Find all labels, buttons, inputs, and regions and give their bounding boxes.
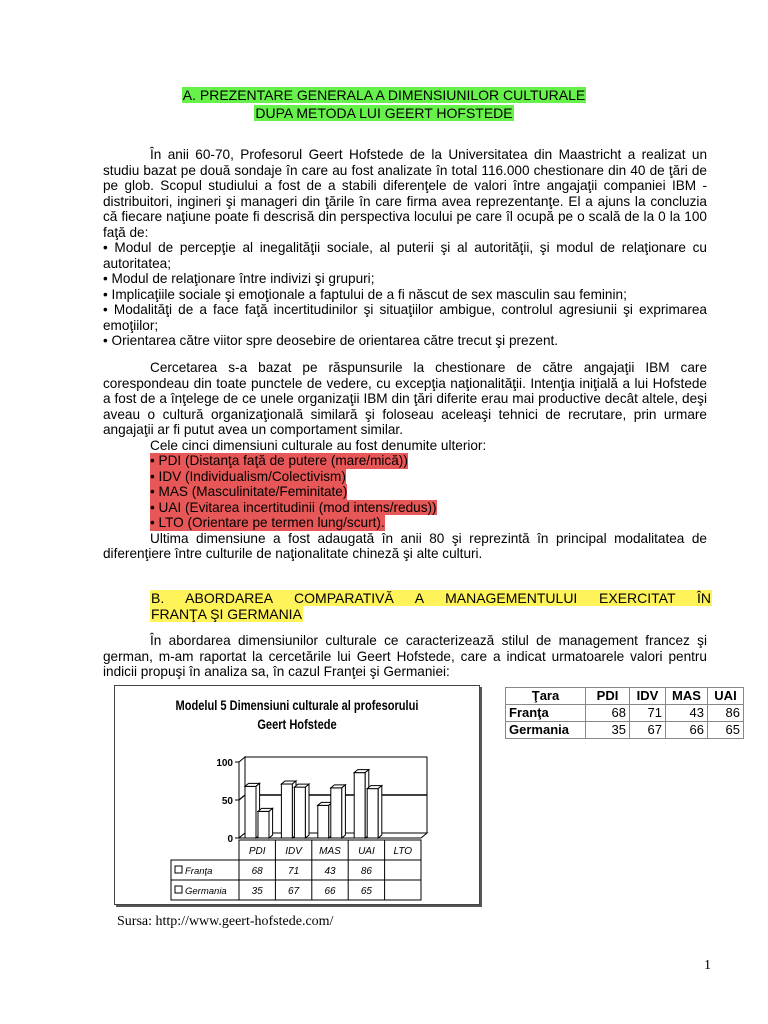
category-label: IDV <box>285 846 302 857</box>
dimension-item: • LTO (Orientare pe termen lung/scurt). <box>150 515 385 530</box>
page-number: 1 <box>704 958 711 973</box>
intro-paragraph: În anii 60-70, Profesorul Geert Hofstede de la Universitatea din Maastricht a realizat un studiu bazat pe două sondaje în care au fost analizate în total 116.000 chestionare din 40 de ţări de pe glob. Scopul studiului a fost de a stabili diferenţele de valori între angajaţii companiei IBM - distribuitori, ingineri şi manageri din ţările în care firma avea reprezentanţe. El a ajuns la concluzia că fiecare naţiune poate fi descrisă din perspectiva locului pe care îl ocupă pe o scală de la 0 la 100 faţă de: <box>103 147 707 240</box>
research-block <box>103 360 707 562</box>
intro-bullet: • Modalităţi de a face faţă incertitudinilor şi situaţiilor ambigue, controlul agresiunii şi exprimarea emoţiilor; <box>103 302 707 333</box>
dimension-item: • PDI (Distanţa faţă de putere (mare/mică)) <box>150 453 408 468</box>
table-cell: 66 <box>666 722 708 739</box>
section-b-block <box>103 633 707 680</box>
data-label: 68 <box>251 866 263 877</box>
bar-side <box>269 808 273 838</box>
intro-bullet: • Modul de relaţionare între indivizi şi grupuri; <box>103 271 375 286</box>
y-tick-label: 100 <box>216 758 233 769</box>
section-b-title-line1-wrap <box>150 590 712 606</box>
bar-germania <box>294 787 305 838</box>
category-label: MAS <box>319 846 341 857</box>
section-a-title-line1: A. PREZENTARE GENERALA A DIMENSIUNILOR CULTURALE <box>182 87 586 103</box>
bar-frana <box>354 773 365 838</box>
chart-title-line2: Geert Hofstede <box>257 717 337 732</box>
category-label: LTO <box>393 846 413 857</box>
category-label: UAI <box>358 846 375 857</box>
bar-frana <box>245 786 256 838</box>
legend-label: Germania <box>185 886 227 897</box>
category-label: PDI <box>248 846 266 857</box>
dimension-item: • IDV (Individualism/Colectivism) <box>150 468 346 484</box>
last-dimension-note: Ultima dimensiune a fost adaugată în anii 80 şi reprezintă în principal modalitatea de diferenţiere între culturile de naţionalitate chineză şi alte culturi. <box>103 530 707 561</box>
table-row <box>506 705 744 722</box>
data-label: 67 <box>288 886 300 897</box>
table-cell: 67 <box>630 722 666 739</box>
bar-frana <box>281 784 292 838</box>
bar-side <box>378 786 382 838</box>
table-header-cell: PDI <box>586 688 630 705</box>
section-b-title-line2: FRANŢA ŞI GERMANIA <box>151 606 302 622</box>
legend-swatch <box>175 886 182 893</box>
legend-label: Franţa <box>185 866 213 877</box>
intro-bullet: • Implicaţiile sociale şi emoţionale a faptului de a fi născut de sex masculin sau feminin; <box>103 286 627 302</box>
bar-frana <box>318 805 329 838</box>
section-a-title <box>0 86 768 122</box>
table-cell-country: Germania <box>506 722 586 739</box>
section-b-title-line1: B. ABORDAREA COMPARATIVĂ A MANAGEMENTULUI EXERCITAT ÎN <box>151 590 711 606</box>
table-cell: 43 <box>666 705 708 722</box>
dimensions-list <box>103 453 707 531</box>
table-row <box>506 722 744 739</box>
data-label: 43 <box>324 866 336 877</box>
table-cell-country: Franţa <box>506 705 586 722</box>
table-cell: 71 <box>630 705 666 722</box>
intro-bullet: • Orientarea către viitor spre deosebire de orientarea către trecut şi prezent. <box>103 333 559 348</box>
data-label: 66 <box>324 886 336 897</box>
chart-title-line1: Modelul 5 Dimensiuni culturale al profesorului <box>175 698 419 713</box>
bar-germania <box>258 811 269 838</box>
source-note: Sursa: http://www.geert-hofstede.com/ <box>117 914 334 929</box>
table-header-cell: Ţara <box>506 688 586 705</box>
table-cell: 65 <box>708 722 744 739</box>
values-table <box>505 687 744 739</box>
y-tick-label: 0 <box>227 834 233 845</box>
bar-side <box>342 785 346 838</box>
table-cell: 68 <box>586 705 630 722</box>
hofstede-chart <box>114 685 480 905</box>
data-label: 86 <box>360 866 372 877</box>
intro-bullet: • Modul de percepţie al inegalităţii sociale, al puterii şi al autorităţii, şi modul de relaţionare cu autoritatea; <box>103 240 707 271</box>
dimension-item: • UAI (Evitarea incertitudinii (mod intens/redus)) <box>150 499 437 515</box>
table-cell: 86 <box>708 705 744 722</box>
data-label: 65 <box>360 886 372 897</box>
bar-germania <box>367 789 378 838</box>
table-header-cell: MAS <box>666 688 708 705</box>
dimensions-intro: Cele cinci dimensiuni culturale au fost denumite ulterior: <box>150 437 487 453</box>
table-cell: 35 <box>586 722 630 739</box>
table-header-row <box>506 688 744 705</box>
section-b-title-line2-wrap <box>150 606 303 622</box>
data-label: 71 <box>288 866 300 877</box>
intro-block <box>103 147 707 349</box>
legend-swatch <box>175 866 182 873</box>
dimension-item: • MAS (Masculinitate/Feminitate) <box>150 484 348 499</box>
section-b-paragraph: În abordarea dimensiunilor culturale ce caracterizează stilul de management francez şi german, m-am raportat la cercetările lui Geert Hofstede, care a indicat urmatoarele valori pentru indicii propuşi în analiza sa, în cazul Franţei şi Germaniei: <box>103 633 707 679</box>
table-header-cell: IDV <box>630 688 666 705</box>
chart-svg <box>115 686 481 906</box>
y-tick-label: 50 <box>221 796 233 807</box>
data-label: 35 <box>251 886 263 897</box>
bar-side <box>305 784 309 838</box>
research-paragraph: Cercetarea s-a bazat pe răspunsurile la chestionare de către angajaţii IBM care corespondeau din toate punctele de vedere, cu excepţia naţionalităţii. Intenţia iniţială a lui Hofstede a fost de a înţelege de ce unele organizaţii IBM din ţări diferite erau mai productive decât altele, deşi aveau o cultură organizaţională similară şi foloseau aceleaşi tehnici de recrutare, prin urmare angajaţii ar fi putut avea un comportament similar. <box>103 360 707 437</box>
table-header-cell: UAI <box>708 688 744 705</box>
section-a-title-line2: DUPA METODA LUI GEERT HOFSTEDE <box>255 105 513 121</box>
bar-germania <box>331 788 342 838</box>
